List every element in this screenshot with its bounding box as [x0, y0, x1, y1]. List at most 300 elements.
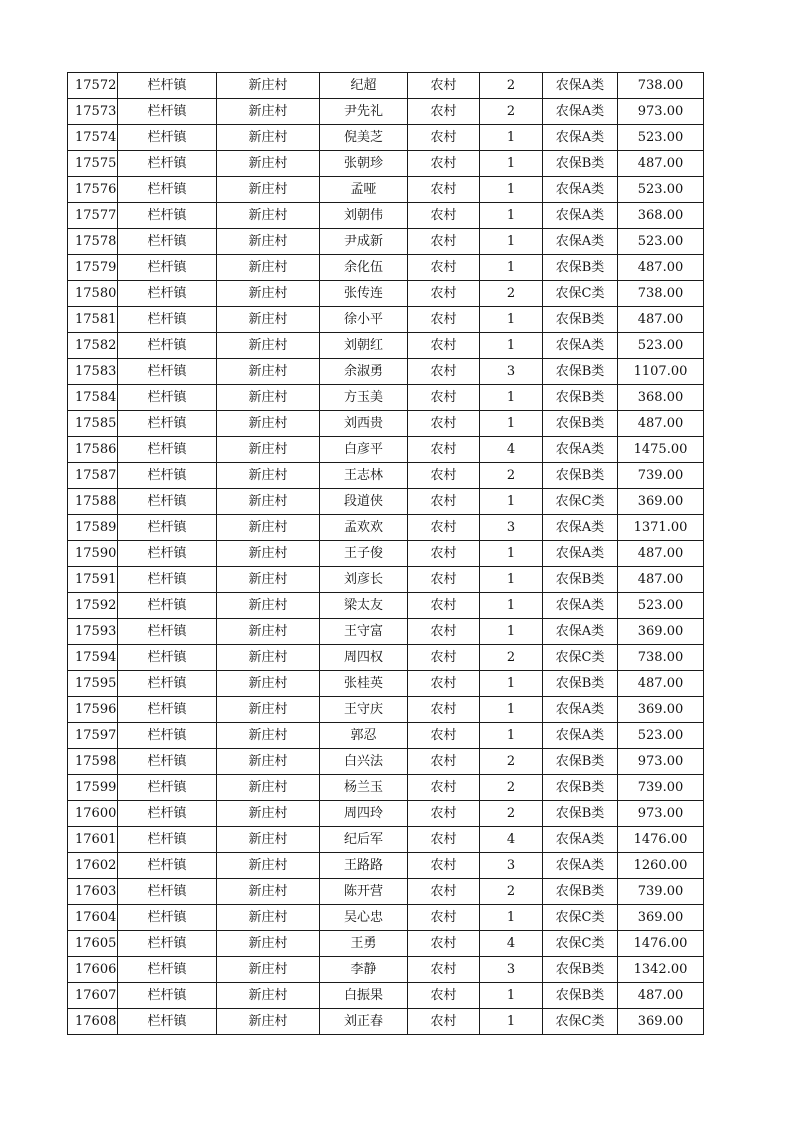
record-id-cell: 17588 [68, 489, 118, 515]
town-cell: 栏杆镇 [118, 931, 217, 957]
household-count-cell: 2 [480, 99, 543, 125]
town-cell: 栏杆镇 [118, 151, 217, 177]
insurance-category-cell: 农保A类 [543, 697, 618, 723]
name-cell: 周四权 [320, 645, 408, 671]
name-cell: 张传连 [320, 281, 408, 307]
table-row [68, 203, 704, 229]
insurance-category-cell: 农保B类 [543, 879, 618, 905]
area-type-cell: 农村 [408, 489, 480, 515]
record-id-cell: 17587 [68, 463, 118, 489]
household-count-cell: 1 [480, 697, 543, 723]
amount-cell: 369.00 [618, 489, 704, 515]
insurance-category-cell: 农保B类 [543, 359, 618, 385]
household-count-cell: 2 [480, 73, 543, 99]
town-cell: 栏杆镇 [118, 671, 217, 697]
household-count-cell: 3 [480, 957, 543, 983]
town-cell: 栏杆镇 [118, 203, 217, 229]
household-count-cell: 1 [480, 229, 543, 255]
amount-cell: 487.00 [618, 255, 704, 281]
insurance-category-cell: 农保A类 [543, 593, 618, 619]
table-row [68, 489, 704, 515]
village-cell: 新庄村 [217, 619, 320, 645]
record-id-cell: 17581 [68, 307, 118, 333]
town-cell: 栏杆镇 [118, 359, 217, 385]
insurance-category-cell: 农保A类 [543, 619, 618, 645]
area-type-cell: 农村 [408, 593, 480, 619]
amount-cell: 523.00 [618, 723, 704, 749]
insurance-category-cell: 农保C类 [543, 1009, 618, 1035]
household-count-cell: 1 [480, 411, 543, 437]
area-type-cell: 农村 [408, 463, 480, 489]
area-type-cell: 农村 [408, 255, 480, 281]
name-cell: 刘西贵 [320, 411, 408, 437]
table-row [68, 359, 704, 385]
record-id-cell: 17600 [68, 801, 118, 827]
town-cell: 栏杆镇 [118, 437, 217, 463]
amount-cell: 487.00 [618, 541, 704, 567]
household-count-cell: 4 [480, 437, 543, 463]
town-cell: 栏杆镇 [118, 229, 217, 255]
town-cell: 栏杆镇 [118, 983, 217, 1009]
insurance-category-cell: 农保B类 [543, 385, 618, 411]
area-type-cell: 农村 [408, 827, 480, 853]
insurance-category-cell: 农保A类 [543, 541, 618, 567]
insurance-category-cell: 农保B类 [543, 671, 618, 697]
record-id-cell: 17608 [68, 1009, 118, 1035]
insurance-category-cell: 农保A类 [543, 203, 618, 229]
name-cell: 梁太友 [320, 593, 408, 619]
table-row [68, 333, 704, 359]
town-cell: 栏杆镇 [118, 593, 217, 619]
village-cell: 新庄村 [217, 463, 320, 489]
table-row [68, 567, 704, 593]
record-id-cell: 17573 [68, 99, 118, 125]
data-table-container [67, 72, 703, 1035]
insurance-category-cell: 农保B类 [543, 255, 618, 281]
area-type-cell: 农村 [408, 359, 480, 385]
village-cell: 新庄村 [217, 671, 320, 697]
record-id-cell: 17599 [68, 775, 118, 801]
record-id-cell: 17604 [68, 905, 118, 931]
table-row [68, 385, 704, 411]
amount-cell: 1371.00 [618, 515, 704, 541]
household-count-cell: 1 [480, 905, 543, 931]
insurance-category-cell: 农保A类 [543, 125, 618, 151]
record-id-cell: 17598 [68, 749, 118, 775]
area-type-cell: 农村 [408, 905, 480, 931]
area-type-cell: 农村 [408, 307, 480, 333]
data-table [67, 72, 704, 1035]
village-cell: 新庄村 [217, 99, 320, 125]
insurance-category-cell: 农保B类 [543, 775, 618, 801]
village-cell: 新庄村 [217, 879, 320, 905]
village-cell: 新庄村 [217, 931, 320, 957]
name-cell: 余淑勇 [320, 359, 408, 385]
town-cell: 栏杆镇 [118, 333, 217, 359]
table-row [68, 229, 704, 255]
household-count-cell: 1 [480, 541, 543, 567]
table-row [68, 515, 704, 541]
record-id-cell: 17593 [68, 619, 118, 645]
amount-cell: 369.00 [618, 905, 704, 931]
household-count-cell: 2 [480, 645, 543, 671]
household-count-cell: 1 [480, 983, 543, 1009]
table-row [68, 73, 704, 99]
table-row [68, 125, 704, 151]
amount-cell: 973.00 [618, 749, 704, 775]
name-cell: 吴心忠 [320, 905, 408, 931]
household-count-cell: 3 [480, 515, 543, 541]
record-id-cell: 17606 [68, 957, 118, 983]
insurance-category-cell: 农保A类 [543, 177, 618, 203]
amount-cell: 973.00 [618, 99, 704, 125]
amount-cell: 1342.00 [618, 957, 704, 983]
table-row [68, 99, 704, 125]
table-row [68, 905, 704, 931]
area-type-cell: 农村 [408, 281, 480, 307]
area-type-cell: 农村 [408, 671, 480, 697]
household-count-cell: 1 [480, 1009, 543, 1035]
table-row [68, 307, 704, 333]
amount-cell: 487.00 [618, 567, 704, 593]
amount-cell: 739.00 [618, 463, 704, 489]
amount-cell: 1476.00 [618, 827, 704, 853]
table-row [68, 775, 704, 801]
table-row [68, 957, 704, 983]
table-row [68, 593, 704, 619]
insurance-category-cell: 农保B类 [543, 567, 618, 593]
record-id-cell: 17601 [68, 827, 118, 853]
amount-cell: 487.00 [618, 307, 704, 333]
village-cell: 新庄村 [217, 775, 320, 801]
area-type-cell: 农村 [408, 567, 480, 593]
record-id-cell: 17585 [68, 411, 118, 437]
village-cell: 新庄村 [217, 229, 320, 255]
amount-cell: 368.00 [618, 203, 704, 229]
village-cell: 新庄村 [217, 151, 320, 177]
amount-cell: 523.00 [618, 333, 704, 359]
town-cell: 栏杆镇 [118, 853, 217, 879]
town-cell: 栏杆镇 [118, 697, 217, 723]
table-row [68, 437, 704, 463]
amount-cell: 368.00 [618, 385, 704, 411]
area-type-cell: 农村 [408, 957, 480, 983]
area-type-cell: 农村 [408, 177, 480, 203]
town-cell: 栏杆镇 [118, 541, 217, 567]
amount-cell: 1260.00 [618, 853, 704, 879]
amount-cell: 523.00 [618, 593, 704, 619]
name-cell: 白彦平 [320, 437, 408, 463]
table-row [68, 541, 704, 567]
name-cell: 王志林 [320, 463, 408, 489]
village-cell: 新庄村 [217, 73, 320, 99]
town-cell: 栏杆镇 [118, 723, 217, 749]
insurance-category-cell: 农保B类 [543, 151, 618, 177]
town-cell: 栏杆镇 [118, 905, 217, 931]
record-id-cell: 17594 [68, 645, 118, 671]
name-cell: 王守富 [320, 619, 408, 645]
insurance-category-cell: 农保A类 [543, 723, 618, 749]
table-row [68, 1009, 704, 1035]
household-count-cell: 1 [480, 307, 543, 333]
village-cell: 新庄村 [217, 281, 320, 307]
amount-cell: 487.00 [618, 671, 704, 697]
village-cell: 新庄村 [217, 125, 320, 151]
amount-cell: 739.00 [618, 879, 704, 905]
record-id-cell: 17602 [68, 853, 118, 879]
household-count-cell: 1 [480, 203, 543, 229]
village-cell: 新庄村 [217, 333, 320, 359]
record-id-cell: 17579 [68, 255, 118, 281]
area-type-cell: 农村 [408, 723, 480, 749]
household-count-cell: 1 [480, 489, 543, 515]
household-count-cell: 1 [480, 125, 543, 151]
insurance-category-cell: 农保C类 [543, 645, 618, 671]
table-row [68, 931, 704, 957]
village-cell: 新庄村 [217, 203, 320, 229]
area-type-cell: 农村 [408, 203, 480, 229]
insurance-category-cell: 农保B类 [543, 749, 618, 775]
name-cell: 白兴法 [320, 749, 408, 775]
name-cell: 纪后军 [320, 827, 408, 853]
name-cell: 白振果 [320, 983, 408, 1009]
table-row [68, 671, 704, 697]
record-id-cell: 17583 [68, 359, 118, 385]
town-cell: 栏杆镇 [118, 775, 217, 801]
name-cell: 周四玲 [320, 801, 408, 827]
amount-cell: 523.00 [618, 125, 704, 151]
village-cell: 新庄村 [217, 177, 320, 203]
village-cell: 新庄村 [217, 567, 320, 593]
name-cell: 李静 [320, 957, 408, 983]
town-cell: 栏杆镇 [118, 1009, 217, 1035]
record-id-cell: 17574 [68, 125, 118, 151]
area-type-cell: 农村 [408, 619, 480, 645]
village-cell: 新庄村 [217, 359, 320, 385]
village-cell: 新庄村 [217, 957, 320, 983]
record-id-cell: 17577 [68, 203, 118, 229]
amount-cell: 1475.00 [618, 437, 704, 463]
record-id-cell: 17591 [68, 567, 118, 593]
table-row [68, 177, 704, 203]
household-count-cell: 3 [480, 359, 543, 385]
town-cell: 栏杆镇 [118, 957, 217, 983]
table-row [68, 463, 704, 489]
insurance-category-cell: 农保B类 [543, 957, 618, 983]
household-count-cell: 2 [480, 463, 543, 489]
name-cell: 刘彦长 [320, 567, 408, 593]
record-id-cell: 17603 [68, 879, 118, 905]
town-cell: 栏杆镇 [118, 463, 217, 489]
insurance-category-cell: 农保A类 [543, 333, 618, 359]
village-cell: 新庄村 [217, 515, 320, 541]
table-row [68, 827, 704, 853]
household-count-cell: 2 [480, 281, 543, 307]
household-count-cell: 4 [480, 931, 543, 957]
area-type-cell: 农村 [408, 645, 480, 671]
record-id-cell: 17582 [68, 333, 118, 359]
insurance-category-cell: 农保C类 [543, 281, 618, 307]
amount-cell: 523.00 [618, 229, 704, 255]
table-row [68, 983, 704, 1009]
town-cell: 栏杆镇 [118, 567, 217, 593]
name-cell: 纪超 [320, 73, 408, 99]
area-type-cell: 农村 [408, 983, 480, 1009]
village-cell: 新庄村 [217, 411, 320, 437]
village-cell: 新庄村 [217, 541, 320, 567]
village-cell: 新庄村 [217, 645, 320, 671]
village-cell: 新庄村 [217, 905, 320, 931]
record-id-cell: 17589 [68, 515, 118, 541]
town-cell: 栏杆镇 [118, 801, 217, 827]
insurance-category-cell: 农保A类 [543, 437, 618, 463]
record-id-cell: 17595 [68, 671, 118, 697]
village-cell: 新庄村 [217, 853, 320, 879]
area-type-cell: 农村 [408, 775, 480, 801]
amount-cell: 739.00 [618, 775, 704, 801]
village-cell: 新庄村 [217, 489, 320, 515]
village-cell: 新庄村 [217, 1009, 320, 1035]
name-cell: 孟哑 [320, 177, 408, 203]
household-count-cell: 1 [480, 255, 543, 281]
town-cell: 栏杆镇 [118, 177, 217, 203]
amount-cell: 738.00 [618, 281, 704, 307]
village-cell: 新庄村 [217, 749, 320, 775]
area-type-cell: 农村 [408, 125, 480, 151]
household-count-cell: 1 [480, 671, 543, 697]
name-cell: 刘朝伟 [320, 203, 408, 229]
town-cell: 栏杆镇 [118, 307, 217, 333]
village-cell: 新庄村 [217, 827, 320, 853]
table-row [68, 853, 704, 879]
name-cell: 尹成新 [320, 229, 408, 255]
area-type-cell: 农村 [408, 333, 480, 359]
record-id-cell: 17584 [68, 385, 118, 411]
name-cell: 王路路 [320, 853, 408, 879]
household-count-cell: 1 [480, 385, 543, 411]
name-cell: 刘朝红 [320, 333, 408, 359]
name-cell: 方玉美 [320, 385, 408, 411]
insurance-category-cell: 农保B类 [543, 801, 618, 827]
name-cell: 郭忍 [320, 723, 408, 749]
area-type-cell: 农村 [408, 541, 480, 567]
table-row [68, 723, 704, 749]
name-cell: 孟欢欢 [320, 515, 408, 541]
record-id-cell: 17590 [68, 541, 118, 567]
table-row [68, 281, 704, 307]
name-cell: 王守庆 [320, 697, 408, 723]
amount-cell: 369.00 [618, 1009, 704, 1035]
household-count-cell: 2 [480, 749, 543, 775]
amount-cell: 369.00 [618, 619, 704, 645]
town-cell: 栏杆镇 [118, 879, 217, 905]
amount-cell: 487.00 [618, 151, 704, 177]
household-count-cell: 4 [480, 827, 543, 853]
insurance-category-cell: 农保B类 [543, 983, 618, 1009]
table-row [68, 255, 704, 281]
amount-cell: 523.00 [618, 177, 704, 203]
household-count-cell: 1 [480, 723, 543, 749]
name-cell: 王勇 [320, 931, 408, 957]
household-count-cell: 2 [480, 879, 543, 905]
record-id-cell: 17576 [68, 177, 118, 203]
village-cell: 新庄村 [217, 723, 320, 749]
household-count-cell: 1 [480, 593, 543, 619]
record-id-cell: 17592 [68, 593, 118, 619]
town-cell: 栏杆镇 [118, 411, 217, 437]
record-id-cell: 17605 [68, 931, 118, 957]
area-type-cell: 农村 [408, 1009, 480, 1035]
name-cell: 徐小平 [320, 307, 408, 333]
record-id-cell: 17586 [68, 437, 118, 463]
record-id-cell: 17597 [68, 723, 118, 749]
town-cell: 栏杆镇 [118, 619, 217, 645]
amount-cell: 738.00 [618, 73, 704, 99]
amount-cell: 1107.00 [618, 359, 704, 385]
amount-cell: 1476.00 [618, 931, 704, 957]
area-type-cell: 农村 [408, 853, 480, 879]
area-type-cell: 农村 [408, 801, 480, 827]
household-count-cell: 1 [480, 333, 543, 359]
table-row [68, 749, 704, 775]
town-cell: 栏杆镇 [118, 827, 217, 853]
name-cell: 尹先礼 [320, 99, 408, 125]
table-row [68, 645, 704, 671]
record-id-cell: 17575 [68, 151, 118, 177]
amount-cell: 487.00 [618, 983, 704, 1009]
insurance-category-cell: 农保A类 [543, 853, 618, 879]
record-id-cell: 17596 [68, 697, 118, 723]
table-row [68, 801, 704, 827]
table-body [68, 73, 704, 1035]
amount-cell: 369.00 [618, 697, 704, 723]
record-id-cell: 17578 [68, 229, 118, 255]
insurance-category-cell: 农保A类 [543, 229, 618, 255]
town-cell: 栏杆镇 [118, 645, 217, 671]
town-cell: 栏杆镇 [118, 385, 217, 411]
amount-cell: 973.00 [618, 801, 704, 827]
household-count-cell: 2 [480, 801, 543, 827]
amount-cell: 738.00 [618, 645, 704, 671]
name-cell: 倪美芝 [320, 125, 408, 151]
village-cell: 新庄村 [217, 437, 320, 463]
town-cell: 栏杆镇 [118, 125, 217, 151]
town-cell: 栏杆镇 [118, 99, 217, 125]
table-row [68, 151, 704, 177]
household-count-cell: 1 [480, 177, 543, 203]
area-type-cell: 农村 [408, 411, 480, 437]
table-row [68, 619, 704, 645]
town-cell: 栏杆镇 [118, 489, 217, 515]
town-cell: 栏杆镇 [118, 281, 217, 307]
insurance-category-cell: 农保C类 [543, 931, 618, 957]
table-row [68, 697, 704, 723]
town-cell: 栏杆镇 [118, 749, 217, 775]
name-cell: 刘正春 [320, 1009, 408, 1035]
household-count-cell: 1 [480, 567, 543, 593]
area-type-cell: 农村 [408, 151, 480, 177]
village-cell: 新庄村 [217, 983, 320, 1009]
table-row [68, 411, 704, 437]
insurance-category-cell: 农保A类 [543, 73, 618, 99]
name-cell: 陈开营 [320, 879, 408, 905]
insurance-category-cell: 农保A类 [543, 99, 618, 125]
village-cell: 新庄村 [217, 801, 320, 827]
name-cell: 张朝珍 [320, 151, 408, 177]
record-id-cell: 17580 [68, 281, 118, 307]
name-cell: 杨兰玉 [320, 775, 408, 801]
amount-cell: 487.00 [618, 411, 704, 437]
